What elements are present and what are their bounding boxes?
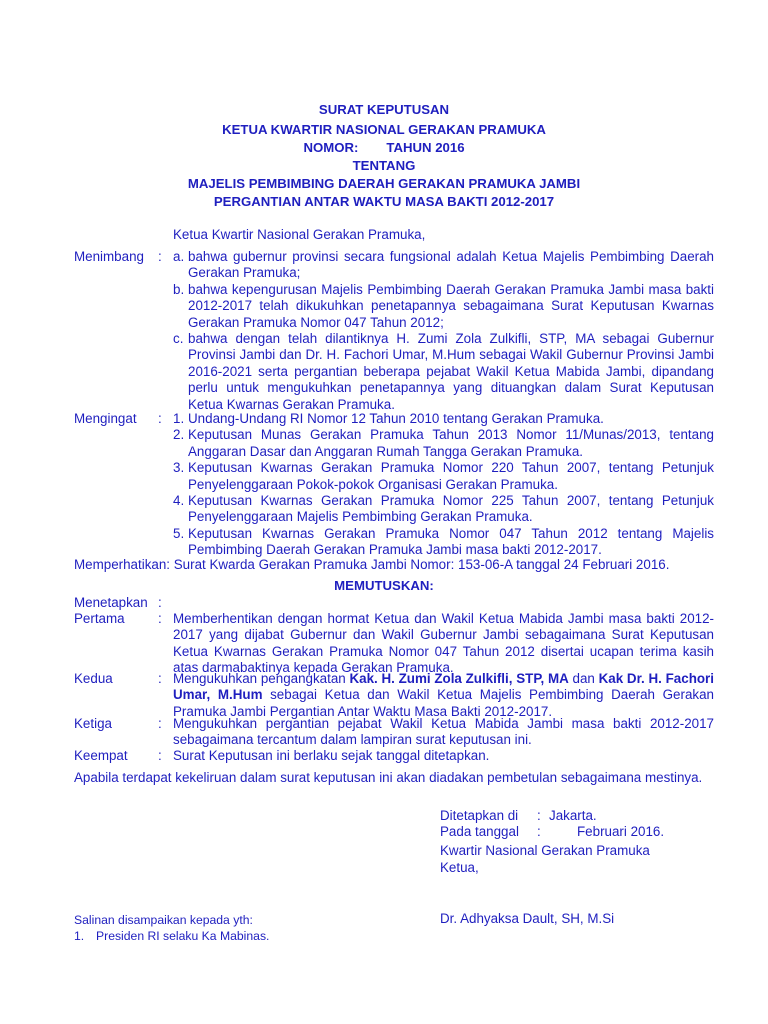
closing-paragraph: Apabila terdapat kekeliruan dalam surat keputusan ini akan diadakan pembetulan sebagaimana mestinya. [74,770,703,785]
doc-tentang: TENTANG [352,158,416,173]
mengingat-label: Mengingat [74,411,137,426]
memutuskan-heading: MEMUTUSKAN: [334,578,434,593]
doc-title: SURAT KEPUTUSAN [318,102,450,117]
doc-subject-line2: PERGANTIAN ANTAR WAKTU MASA BAKTI 2012-2017 [213,194,555,209]
nomor-label: NOMOR: [303,140,359,155]
tanggal-row: Pada tanggal : Februari 2016. [440,824,665,839]
kedua-label: Kedua [74,671,113,686]
doc-number-line [0,140,768,156]
doc-issuer: KETUA KWARTIR NASIONAL GERAKAN PRAMUKA [222,122,546,137]
opening-line: Ketua Kwartir Nasional Gerakan Pramuka, [173,227,426,242]
ditetapkan-label: Ditetapkan di [440,808,519,823]
chairman-name: Kak. H. Zumi Zola Zulkifli, STP, MA [349,671,569,686]
tahun-label: TAHUN 2016 [386,140,465,155]
colon: : [158,716,162,731]
colon: : [158,249,162,264]
menimbang-list [173,249,714,413]
mengingat-list [173,411,714,559]
list-item: a. bahwa gubernur provinsi secara fungsional adalah Ketua Majelis Pembimbing Daerah Gerakan Pramuka; [173,249,714,281]
ketiga-label: Ketiga [74,716,112,731]
signatory-role: Ketua, [440,860,479,875]
keempat-text: Surat Keputusan ini berlaku sejak tanggal ditetapkan. [173,748,490,763]
tanggal-value: Februari 2016. [577,824,665,839]
list-item: 3. Keputusan Kwarnas Gerakan Pramuka Nomor 220 Tahun 2007, tentang Petunjuk Penyelenggaraan Pokok-pokok Organisasi Gerakan Pramuka. [173,460,714,492]
menimbang-label: Menimbang [74,249,144,264]
pertama-text: Memberhentikan dengan hormat Ketua dan Wakil Ketua Mabida Jambi masa bakti 2012-2017 yang dijabat Gubernur dan Wakil Gubernur Jambi sebagaimana Surat Keputusan Ketua Kwarnas Gerakan Pramuka Nomor 047 Tahun 2012 disertai ucapan terima kasih atas darmabaktinya kepada Gerakan Pramuka. [173,611,714,676]
list-item: 2. Keputusan Munas Gerakan Pramuka Tahun 2013 Nomor 11/Munas/2013, tentang Anggaran Dasar dan Anggaran Rumah Tangga Gerakan Pramuka. [173,427,714,459]
list-item: 4. Keputusan Kwarnas Gerakan Pramuka Nomor 225 Tahun 2007, tentang Petunjuk Penyelenggaraan Majelis Pembimbing Gerakan Pramuka. [173,493,714,525]
list-item: c. bahwa dengan telah dilantiknya H. Zumi Zola Zulkifli, STP, MA sebagai Gubernur Provinsi Jambi dan Dr. H. Fachori Umar, M.Hum sebagai Wakil Gubernur Provinsi Jambi 2016-2021 serta pergantian beberapa pejabat Wakil Ketua Mabida Jambi, dipandang perlu untuk mengukuhkan penetapannya yang dituangkan dalam Surat Keputusan Ketua Kwarnas Gerakan Pramuka. [173,331,714,412]
list-item: 5. Keputusan Kwarnas Gerakan Pramuka Nomor 047 Tahun 2012 tentang Majelis Pembimbing Daerah Gerakan Pramuka Jambi masa bakti 2012-2017. [173,525,714,558]
colon: : [158,595,162,610]
colon: : [158,411,162,426]
menetapkan-label: Menetapkan [74,595,148,610]
tanggal-label: Pada tanggal [440,824,519,839]
memperhatikan-line: Memperhatikan: Surat Kwarda Gerakan Pramuka Jambi Nomor: 153-06-A tanggal 24 Februari 2016. [74,557,670,572]
colon: : [158,671,162,686]
kedua-text: Mengukuhkan pengangkatan Kak. H. Zumi Zola Zulkifli, STP, MA dan Kak Dr. H. Fachori Umar, M.Hum sebagai Ketua dan Wakil Ketua Majelis Pembimbing Daerah Gerakan Pramuka Jambi Pergantian Antar Waktu Masa Bakti 2012-2017. [173,671,714,719]
pertama-label: Pertama [74,611,125,626]
list-item: b. bahwa kepengurusan Majelis Pembimbing Daerah Gerakan Pramuka Jambi masa bakti 2012-2017 telah dikukuhkan penetapannya sebagaimana Surat Keputusan Kwarnas Gerakan Pramuka Nomor 047 Tahun 2012; [173,281,714,330]
signatory-org: Kwartir Nasional Gerakan Pramuka [440,843,650,858]
list-item: 1. Undang-Undang RI Nomor 12 Tahun 2010 tentang Gerakan Pramuka. [173,411,604,426]
vice-chairman-name: Kak Dr. H. Fachori Umar, M.Hum [173,671,714,703]
ditetapkan-row: Ditetapkan di : Jakarta. [440,808,597,823]
keempat-label: Keempat [74,748,128,763]
doc-subject-line1: MAJELIS PEMBIMBING DAERAH GERAKAN PRAMUKA JAMBI [187,176,581,191]
colon: : [158,748,162,763]
salinan-title: Salinan disampaikan kepada yth: [74,913,253,927]
signatory-name: Dr. Adhyaksa Dault, SH, M.Si [440,911,615,926]
colon: : [158,611,162,626]
ditetapkan-value: Jakarta. [549,808,597,823]
ketiga-text: Mengukuhkan pergantian pejabat Wakil Ketua Mabida Jambi masa bakti 2012-2017 sebagaimana tercantum dalam lampiran surat keputusan ini. [173,716,714,748]
salinan-item: 1. Presiden RI selaku Ka Mabinas. [74,929,270,943]
